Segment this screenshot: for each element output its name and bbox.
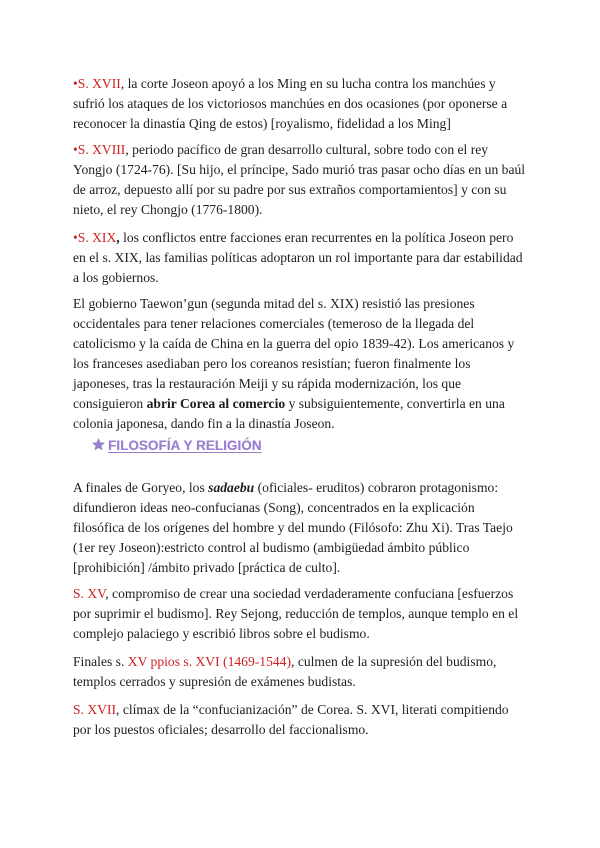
century-label: •S. XVIII: [73, 142, 126, 157]
paragraph-text: El gobierno Taewon’gun (segunda mitad del s. XIX) resistió las presiones occidentales para tener relaciones comerciales (temeroso de la llegada del catolicismo y la caída de China en la guerra del opio 1839-42). Los americanos y los franceses asediaban pero los coreanos resistían; fueron finalmente los japoneses, tras la restauración Meiji y su rápida modernización, los que consiguieron: [73, 296, 515, 411]
paragraph-goryeo: [73, 478, 527, 578]
century-label: S. XV: [73, 586, 106, 601]
paragraph-s-xvii-confucian: [73, 700, 527, 740]
sadaebu-term: sadaebu: [208, 480, 255, 495]
paragraph-s-xvii: [73, 74, 527, 134]
paragraph-finales-xv: [73, 652, 527, 692]
paragraph-text: , periodo pacífico de gran desarrollo cultural, sobre todo con el rey Yongjo (1724-76). [Su hijo, el príncipe, Sado murió tras pasar ocho días en un baúl de arroz, depuesto allí por su padre por sus extraños comportamientos] y con su nieto, el rey Chongjo (1776-1800).: [73, 142, 526, 217]
century-label: •S. XVII: [73, 76, 121, 91]
paragraph-text: , compromiso de crear una sociedad verdaderamente confuciana [esfuerzos por suprimir el budismo]. Rey Sejong, reducción de templos, aunque templo en el complejo palaciego y escribió libros sobre el budismo.: [73, 586, 519, 641]
paragraph-text: los conflictos entre facciones eran recurrentes en la política Joseon pero en el s. XIX, las familias políticas adoptaron un rol importante para dar estabilidad a los gobiernos.: [73, 230, 523, 285]
paragraph-text: A finales de Goryeo, los: [73, 480, 209, 495]
century-label: S. XVII: [73, 702, 117, 717]
century-range: XV ppios s. XVI (1469-1544): [127, 654, 292, 669]
paragraph-taewongun: [73, 294, 527, 434]
section-heading: [91, 437, 262, 453]
bold-comma: ,: [116, 230, 120, 245]
bold-phrase: abrir Corea al comercio: [146, 396, 286, 411]
paragraph-text-end: (oficiales- eruditos) cobraron protagonismo: difundieron ideas neo-confucianas (Song), concentrados en la explicación filosófica de los orígenes del hombre y del mundo (Filósofo: Zhu Xi). Tras Taejo (1er rey Joseon):estricto control al budismo (ambigüedad ámbito público [prohibición] /ámbito privado [práctica de culto].: [73, 480, 513, 575]
paragraph-s-xv: [73, 584, 527, 644]
paragraph-s-xviii: [73, 140, 527, 220]
paragraph-text: Finales s.: [73, 654, 128, 669]
century-label: •S. XIX: [73, 230, 117, 245]
paragraph-s-xix: [73, 228, 527, 288]
paragraph-text: , la corte Joseon apoyó a los Ming en su lucha contra los manchúes y sufrió los ataques de los victoriosos manchúes en dos ocasiones (por oponerse a reconocer la dinastía Qing de estos) [royalismo, fidelidad a los Ming]: [73, 76, 508, 131]
star-icon: [91, 437, 106, 452]
paragraph-text: , clímax de la “confucianización” de Corea. S. XVI, literati compitiendo por los puestos oficiales; desarrollo del faccionalismo.: [73, 702, 509, 737]
section-heading-text: FILOSOFÍA Y RELIGIÓN: [108, 438, 262, 453]
paragraph-text-end: , culmen de la supresión del budismo, templos cerrados y supresión de exámenes budistas.: [73, 654, 497, 689]
paragraph-text-end: y subsiguientemente, convertirla en una colonia japonesa, dando fin a la dinastía Joseon.: [73, 396, 505, 431]
